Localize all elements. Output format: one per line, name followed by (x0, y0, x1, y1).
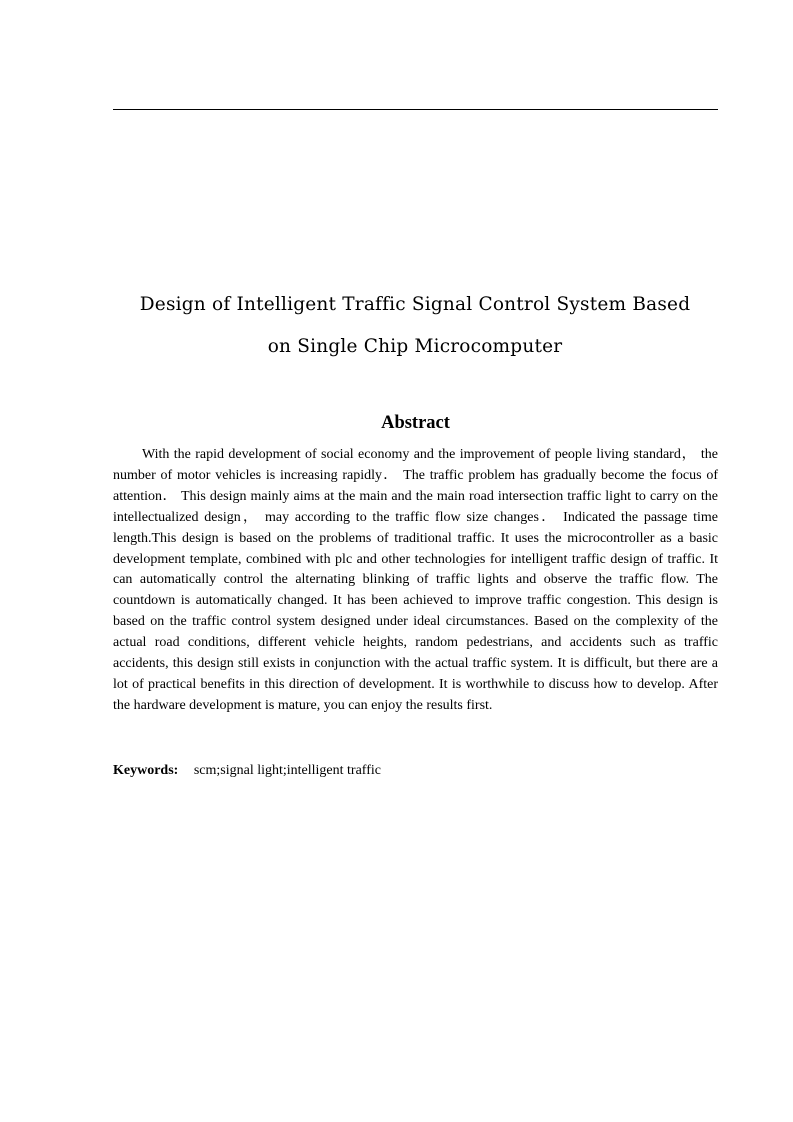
keywords-line (113, 760, 718, 781)
abstract-body: With the rapid development of social economy and the improvement of people living standard， the number of motor vehicles is increasing rapidly． The traffic problem has gradually become the focus of attention． This design mainly aims at the main and the main road intersection traffic light to carry on the intellectualized design， may according to the traffic flow size changes． Indicated the passage time length.This design is based on the problems of traditional traffic. It uses the microcontroller as a basic development template, combined with plc and other technologies for intelligent traffic design of traffic. It can automatically control the alternating blinking of traffic lights and observe the traffic flow. The countdown is automatically changed. It has been achieved to improve traffic congestion. This design is based on the traffic control system designed under ideal circumstances. Based on the complexity of the actual road conditions, different vehicle heights, random pedestrians, and accidents such as traffic accidents, this design still exists in conjunction with the actual traffic system. It is difficult, but there are a lot of practical benefits in this direction of development. It is worthwhile to discuss how to develop. After the hardware development is mature, you can enjoy the results first. (113, 447, 718, 713)
keywords-value: scm;signal light;intelligent traffic (193, 763, 381, 778)
keywords-label: Keywords: (113, 763, 179, 778)
abstract-heading: Abstract (381, 413, 450, 433)
title-line-2: on Single Chip Microcomputer (267, 336, 563, 357)
title-line-1: Design of Intelligent Traffic Signal Control System Based (139, 294, 691, 315)
header-rule (113, 109, 718, 110)
paper-title (100, 284, 730, 368)
